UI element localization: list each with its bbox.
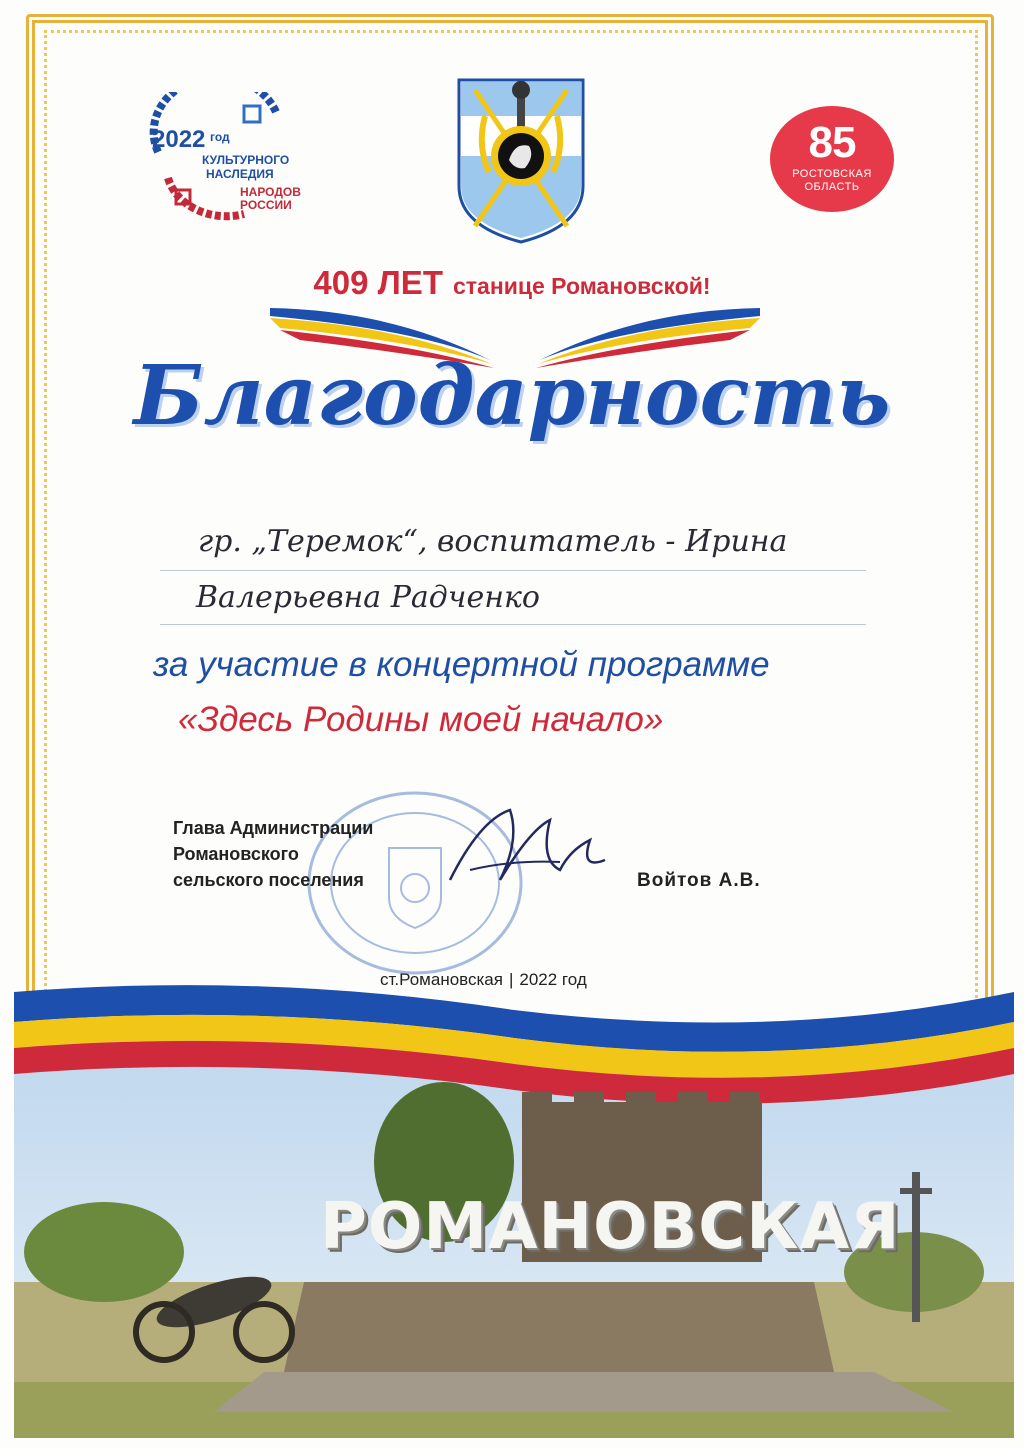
culture-heritage-logo bbox=[148, 92, 308, 222]
signatory-position bbox=[173, 815, 373, 893]
badge-text: ОБЛАСТЬ bbox=[804, 181, 860, 193]
position-line: Глава Администрации bbox=[173, 818, 374, 838]
anniversary-headline bbox=[0, 264, 1024, 302]
recipient-underline bbox=[160, 624, 866, 625]
coat-of-arms-icon bbox=[455, 76, 587, 246]
anniversary-subtitle: станице Романовской! bbox=[452, 273, 711, 299]
recipient-line-1: гр. „Теремок“, воспитатель - Ирина bbox=[198, 524, 788, 559]
region-85-badge bbox=[770, 106, 894, 212]
logo-text-line: РОССИИ bbox=[240, 198, 292, 212]
town-sign: РОМАНОВСКАЯ bbox=[320, 1190, 901, 1264]
place-separator: | bbox=[508, 970, 514, 989]
position-line: Романовского bbox=[173, 844, 299, 864]
logo-year-word: год bbox=[210, 130, 230, 144]
reason-text: за участие в концертной программе bbox=[153, 645, 770, 684]
certificate-title: Благодарность bbox=[133, 348, 891, 444]
recipient-line-2: Валерьевна Радченко bbox=[196, 580, 540, 615]
place-name: ст.Романовская bbox=[380, 970, 503, 989]
program-title: «Здесь Родины моей начало» bbox=[178, 700, 664, 739]
logo-year: 2022 bbox=[152, 126, 206, 153]
anniversary-years: 409 ЛЕТ bbox=[313, 264, 443, 301]
signature-icon bbox=[440, 800, 610, 900]
position-line: сельского поселения bbox=[173, 870, 364, 890]
badge-number: 85 bbox=[808, 118, 856, 167]
signatory-name: Войтов А.В. bbox=[637, 870, 761, 891]
logo-text-line: КУЛЬТУРНОГО bbox=[202, 153, 290, 167]
logo-text-line: НАСЛЕДИЯ bbox=[206, 167, 274, 181]
logo-text-line: НАРОДОВ bbox=[240, 185, 301, 199]
recipient-underline bbox=[160, 570, 866, 571]
badge-text: РОСТОВСКАЯ bbox=[792, 168, 872, 180]
document-year: 2022 год bbox=[519, 970, 587, 989]
